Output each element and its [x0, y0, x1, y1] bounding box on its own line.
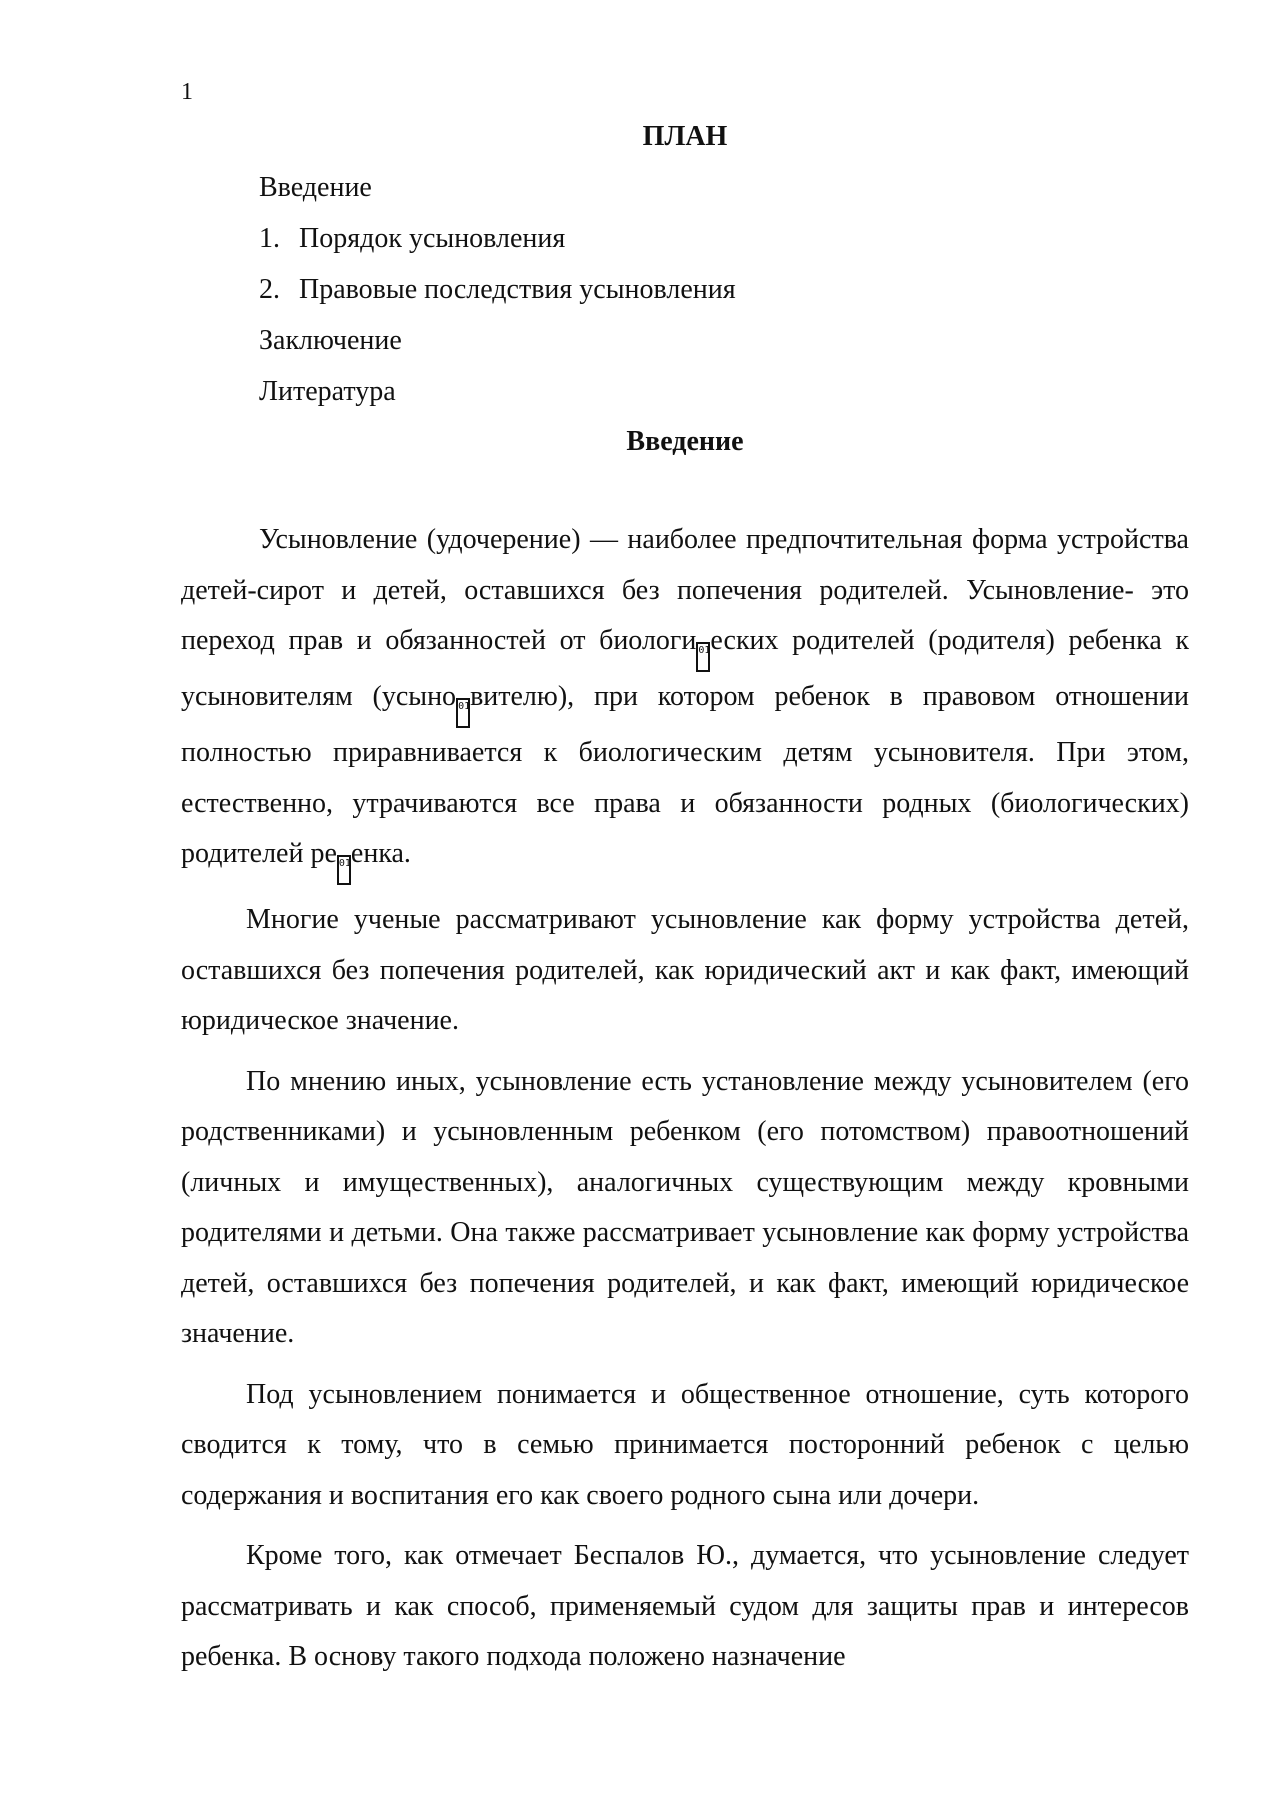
paragraph-1-part-b: еских родителей (родителя) ребенка к усыновителям (усыно	[181, 625, 1189, 712]
paragraph-1	[181, 515, 1189, 885]
plan-item-label: Введение	[259, 172, 372, 203]
plan-item-label: Заключение	[259, 325, 402, 356]
plan-item-introduction	[181, 162, 1189, 213]
paragraph-1-part-a: Усыновление (удочерение) — наиболее предпочтительная форма устройства детей-сирот и детей, оставшихся без попечения родителей. Усыновление- это переход прав и обязанностей от биологи	[181, 524, 1189, 656]
missing-glyph-icon: 01	[456, 698, 470, 728]
plan-item-label: Литература	[259, 376, 396, 407]
plan-item-conclusion	[181, 315, 1189, 366]
plan-item-number: 1.	[259, 223, 280, 254]
plan-item-number: 2.	[259, 274, 280, 305]
paragraph-4: Под усыновлением понимается и общественное отношение, суть которого сводится к тому, что в семью принимается посторонний ребенок с целью содержания и воспитания его как своего родного сына или дочери.	[181, 1378, 1189, 1511]
paragraph-1-part-d: енка.	[350, 838, 411, 869]
plan-item-adoption-procedure	[181, 213, 1189, 264]
paragraph-5: Кроме того, как отмечает Беспалов Ю., думается, что усыновление следует рассматривать и как способ, применяемый судом для защиты прав и интересов ребенка. В основу такого подхода положено назначение	[181, 1540, 1189, 1672]
plan-item-label: Правовые последствия усыновления	[299, 274, 736, 305]
missing-glyph-icon: 01	[337, 855, 351, 885]
paragraph-3: По мнению иных, усыновление есть установление между усыновителем (его родственниками) и усыновленным ребенком (его потомством) правоотношений (личных и имущественных), аналогичных существующим между кровными родителями и детьми. Она также рассматривает усыновление как форму устройства детей, оставшихся без попечения родителей, и как факт, имеющий юридическое значение.	[181, 1065, 1189, 1349]
plan-item-literature	[181, 366, 1189, 417]
paragraph-2: Многие ученые рассматривают усыновление как форму устройства детей, оставшихся без попечения родителей, как юридический акт и как факт, имеющий юридическое значение.	[181, 904, 1189, 1036]
page-number: 1	[181, 79, 193, 105]
plan-list	[181, 162, 1189, 417]
plan-item-label: Порядок усыновления	[299, 223, 566, 254]
document-content	[181, 112, 1189, 1693]
introduction-title: Введение	[626, 426, 744, 457]
paragraph-1-part-c: вителю), при котором ребенок в правовом отношении полностью приравнивается к биологическим детям усыновителя. При этом, естественно, утрачиваются все права и обязанности родных (биологических) родителей ре	[181, 681, 1189, 869]
plan-title: ПЛАН	[642, 121, 728, 152]
missing-glyph-icon: 01	[696, 642, 710, 672]
plan-item-legal-consequences	[181, 264, 1189, 315]
